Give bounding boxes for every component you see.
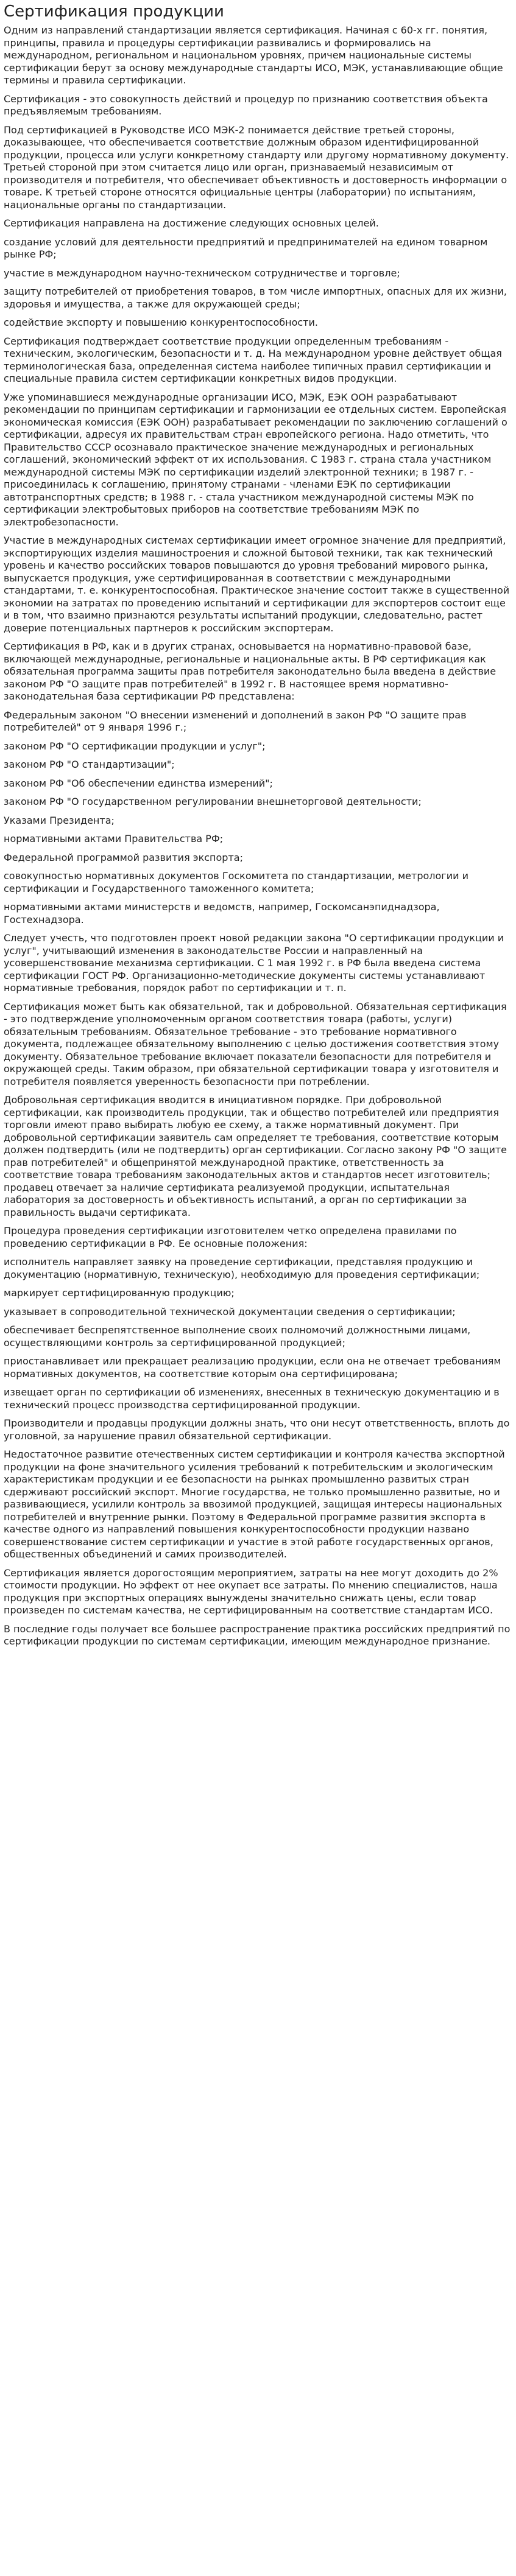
paragraph: В последние годы получает все большее распространение практика российских предприятий по сертификации продукции по системам сертификации, имеющим международное признание. — [4, 1623, 511, 1647]
paragraph: Сертификация подтверждает соответствие продукции определенным требованиям - техническим, экологическим, безопасности и т. д. На международном уровне действует общая терминологическая база, определенная система наиболее типичных правил сертификации и специальные правила систем сертификации конкретных видов продукции. — [4, 335, 502, 384]
paragraph: Сертификация может быть как обязательной, так и добровольной. Обязательная сертификация - это подтверждение уполномоченным органом соответствия товара (работы, услуги) обязательным требованиям. Обязательное требование - это требование нормативного документа, подлежащее обязательному выполнению с целью достижения соответствия этому документу. Обязательное требование включает показатели безопасности для потребителя и окружающей среды. Таким образом, при обязательной сертификации товара у изготовителя и потребителя появляется уверенность безопасности при потреблении. — [4, 1000, 507, 1087]
paragraph: Сертификация направлена на достижение следующих основных целей. — [4, 217, 379, 229]
paragraph: Участие в международных системах сертификации имеет огромное значение для предприятий, экспортирующих изделия машиностроения и сложной бытовой техники, так как технический уровень и качество российских товаров повышаются до уровня требований мирового рынка, выпускается продукция, уже сертифицированная в соответствии с международными стандартами, т. е. конкурентоспособная. Практическое значение состоит также в существенной экономии на затратах по проведению испытаний и сертификации для экспортеров состоит еще и в том, что взаимно признаются результаты испытаний продукции, следовательно, растет доверие потенциальных партнеров к российским экспортерам. — [4, 535, 510, 634]
page-title: Сертификация продукции — [4, 2, 224, 21]
paragraph: законом РФ "О сертификации продукции и услуг"; — [4, 740, 266, 752]
paragraph: Уже упоминавшиеся международные организации ИСО, МЭК, ЕЭК ООН разрабатывают рекомендации по принципам сертификации и гармонизации ее отдельных систем. Европейская экономическая комиссия (ЕЭК ООН) разрабатывает рекомендации по заключению соглашений о сертификации, адресуя их правительствам стран европейского региона. Надо отметить, что Правительство СССР осознавало практическое значение международных и региональных соглашений, экономический эффект от их использования. С 1983 г. страна стала участником международной системы МЭК по сертификации изделий электронной техники; в 1987 г. - присоединилась к соглашению, принятому странами - членами ЕЭК по сертификации автотранспортных средств; в 1988 г. - стала участником международной системы МЭК по сертификации электробытовых приборов на соответствие требованиям МЭК по электробезопасности. — [4, 391, 507, 528]
paragraph: Сертификация - это совокупность действий и процедур по признанию соответствия объекта предъявляемым требованиям. — [4, 93, 488, 117]
paragraph: законом РФ "О стандартизации"; — [4, 759, 175, 770]
paragraph: Одним из направлений стандартизации является сертификация. Начиная с 60-х гг. понятия, принципы, правила и процедуры сертификации развивались и формировались на международном, региональном и национальном уровнях, причем национальные системы сертификации берут за основу международные стандарты ИСО, МЭК, устанавливающие общие термины и правила сертификации. — [4, 24, 503, 86]
paragraph: создание условий для деятельности предприятий и предпринимателей на едином товарном рынке РФ; — [4, 236, 488, 260]
paragraph: Следует учесть, что подготовлен проект новой редакции закона "О сертификации продукции и услуг", учитывающий изменения в законодательстве России и направленный на усовершенствование механизма сертификации. С 1 мая 1992 г. в РФ была введена система сертификации ГОСТ РФ. Организационно-методические документы системы устанавливают нормативные требования, порядок работ по сертификации и т. п. — [4, 932, 504, 994]
paragraph: Недостаточное развитие отечественных систем сертификации и контроля качества экспортной продукции на фоне значительного усиления требований к потребительским и экологическим характеристикам продукции и ее безопасности на рынках промышленно развитых стран сдерживают российский экспорт. Многие государства, не только промышленно развитые, но и развивающиеся, усилили контроль за ввозимой продукцией, защищая интересы национальных потребителей и внутренние рынки. Поэтому в Федеральной программе развития экспорта в качестве одного из направлений повышения конкурентоспособности продукции названо совершенствование систем сертификации и участие в этой работе государственных органов, общественных объединений и самих производителей. — [4, 1448, 505, 1560]
paragraph: Производители и продавцы продукции должны знать, что они несут ответственность, вплоть до уголовной, за нарушение правил обязательной сертификации. — [4, 1417, 510, 1442]
paragraph: Сертификация в РФ, как и в других странах, основывается на нормативно-правовой базе, включающей международные, региональные и национальные акты. В РФ сертификация как обязательная программа защиты прав потребителя законодательно была введена в действие законом РФ "О защите прав потребителей" в 1992 г. В настоящее время нормативно-законодательная база сертификации РФ представлена: — [4, 640, 497, 702]
paragraph: исполнитель направляет заявку на проведение сертификации, представляя продукцию и документацию (нормативную, техническую), необходимую для проведения сертификации; — [4, 1256, 480, 1280]
paragraph: законом РФ "Об обеспечении единства измерений"; — [4, 777, 273, 789]
paragraph: нормативными актами Правительства РФ; — [4, 833, 224, 844]
paragraph: законом РФ "О государственном регулировании внешнеторговой деятельности; — [4, 796, 422, 807]
paragraph: Федеральным законом "О внесении изменений и дополнений в закон РФ "О защите прав потребителей" от 9 января 1996 г.; — [4, 709, 467, 733]
paragraph: Сертификация является дорогостоящим мероприятием, затраты на нее могут доходить до 2% стоимости продукции. Но эффект от нее окупает все затраты. По мнению специалистов, наша продукция при экспортных операциях вынуждены значительно снижать цены, если товар произведен по системам качества, не сертифицированным на соответствие стандартам ИСО. — [4, 1567, 498, 1616]
paragraph: участие в международном научно-техническом сотрудничестве и торговле; — [4, 267, 400, 279]
paragraph: обеспечивает беспрепятственное выполнение своих полномочий должностными лицами, осуществляющими контроль за сертифицированной продукцией; — [4, 1324, 471, 1349]
paragraph: приостанавливает или прекращает реализацию продукции, если она не отвечает требованиям нормативных документов, на соответствие которым она сертифицирована; — [4, 1355, 501, 1380]
paragraph: Федеральной программой развития экспорта; — [4, 851, 243, 863]
paragraph: извещает орган по сертификации об изменениях, внесенных в техническую документацию и в технический процесс производства сертифицированной продукции. — [4, 1386, 500, 1411]
paragraph: указывает в сопроводительной технической документации сведения о сертификации; — [4, 1305, 456, 1318]
paragraph: совокупностью нормативных документов Госкомитета по стандартизации, метрологии и сертификации и Государственного таможенного комитета; — [4, 870, 468, 894]
paragraph: Добровольная сертификация вводится в инициативном порядке. При добровольной сертификации, как производитель продукции, так и общество потребителей или предприятия торговли имеют право выбирать любую ее схему, а также нормативный документ. При добровольной сертификации заявитель сам определяет те требования, соответствие которым должен подтвердить (или не подтвердить) орган сертификации. Согласно закону РФ "О защите прав потребителей" и общепринятой международной практике, ответственность за соответствие товара требованиям законодательных актов и стандартов несет изготовитель; продавец отвечает за наличие сертификата реализуемой продукции, испытательная лаборатория за достоверность и объективность испытаний, а орган по сертификации за правильность выдачи сертификата. — [4, 1094, 507, 1218]
paragraph: Указами Президента; — [4, 814, 115, 826]
paragraph: нормативными актами министерств и ведомств, например, Госкомсанэпиднадзора, Гостехнадзора. — [4, 901, 440, 925]
paragraph: Под сертификацией в Руководстве ИСО МЭК-2 понимается действие третьей стороны, доказывающее, что обеспечивается соответствие должным образом идентифицированной продукции, процесса или услуги конкретному стандарту или другому нормативному документу. Третьей стороной при этом считается лицо или орган, признаваемый независимым от производителя и потребителя, что обеспечивает объективность и достоверность информации о товаре. К третьей стороне относятся официальные центры (лаборатории) по испытаниям, национальные органы по стандартизации. — [4, 124, 509, 211]
paragraph: содействие экспорту и повышению конкурентоспособности. — [4, 317, 318, 328]
paragraph: Процедура проведения сертификации изготовителем четко определена правилами по проведению сертификации в РФ. Ее основные положения: — [4, 1225, 457, 1249]
article-body — [4, 24, 512, 1648]
paragraph: маркирует сертифицированную продукцию; — [4, 1287, 235, 1299]
paragraph: защиту потребителей от приобретения товаров, в том числе импортных, опасных для их жизни, здоровья и имущества, а также для окружающей среды; — [4, 286, 507, 310]
